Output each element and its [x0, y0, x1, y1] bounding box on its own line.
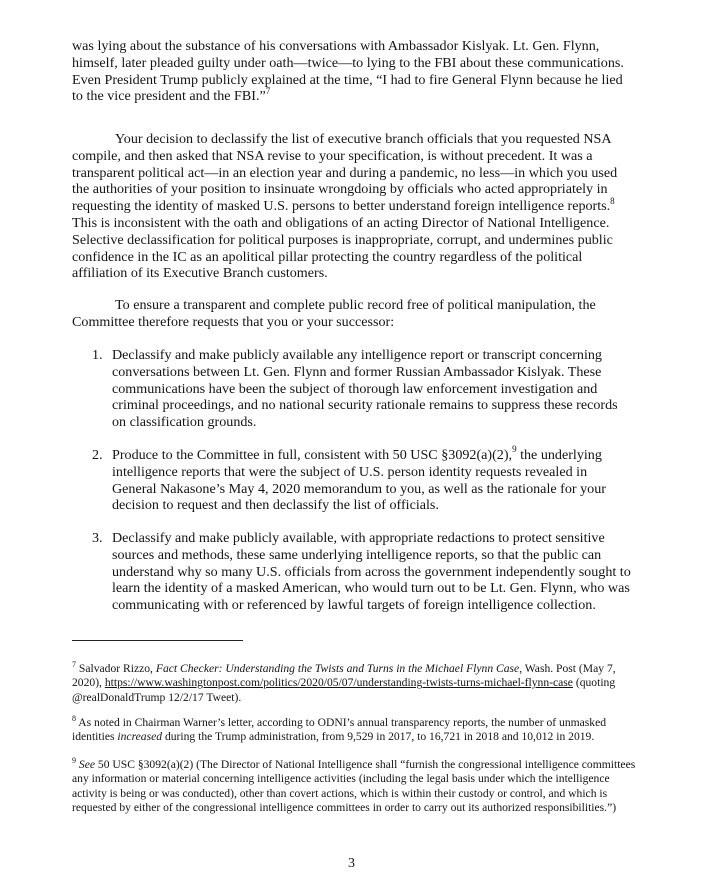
footnote-marker: 7 — [72, 660, 76, 670]
footnote-reference: 8 — [610, 195, 615, 206]
footnote-separator — [72, 640, 243, 641]
footnote-url-link[interactable]: https://www.washingtonpost.com/politics/2020/05/07/understanding-twists-turns-michael-flynn-case — [104, 676, 573, 690]
paragraph-flynn-lying — [72, 38, 634, 105]
request-number: 3. — [92, 530, 103, 546]
footnote-emphasis: increased — [117, 730, 163, 744]
footnote-text: As noted in Chairman Warner’s letter, according to ODNI’s annual transparency reports, the number of unmasked identities — [72, 716, 607, 744]
footnote-publication: , Wash. Post (May 7, 2020), — [72, 662, 616, 690]
paragraph-committee-requests — [72, 297, 634, 331]
request-text-continued: the underlying intelligence reports that were the subject of U.S. person identity requests revealed in General Nakasone’s May 4, 2020 memorandum to you, as well as the rationale for your decision to request and then declassify the list of officials. — [112, 447, 606, 514]
request-text: Declassify and make publicly available any intelligence report or transcript concerning conversations between Lt. Gen. Flynn and former Russian Ambassador Kislyak. These communications have been the subject of thorough law enforcement investigation and criminal proceedings, and no national security rationale remains to suppress these records on classification grounds. — [112, 347, 618, 431]
request-list — [92, 530, 635, 614]
footnote-reference: 7 — [265, 85, 271, 96]
paragraph-text-continued: This is inconsistent with the oath and obligations of an acting Director of National Intelligence. Selective declassification for political purposes is inappropriate, corrupt, and undermines public confidence in the IC as an apolitical pillar protecting the country regardless of the political affiliation of its Executive Branch customers. — [72, 214, 613, 282]
paragraph-text: Your decision to declassify the list of executive branch officials that you requested NSA compile, and then asked that NSA revise to your specification, is without precedent. It was a transparent political act—in an election year and during a pandemic, no less—in which you used the authorities of your position to insinuate wrongdoing by officials who acted appropriately in requesting the identity of masked U.S. persons to better understand foreign intelligence reports. — [72, 131, 618, 215]
page-number: 3 — [348, 856, 355, 871]
request-item — [92, 444, 635, 514]
paragraph-declassification-decision — [72, 131, 634, 282]
request-text: Declassify and make publicly available, with appropriate redactions to protect sensitive sources and methods, these same underlying intelligence reports, so that the public can understand why so many U.S. officials from across the government independently sought to learn the identity of a masked American, who would turn out to be Lt. Gen. Flynn, who was communicating with or referenced by lawful targets of foreign intelligence collection. — [112, 530, 631, 614]
request-item — [92, 530, 635, 614]
footnote-signal: See — [78, 758, 95, 771]
footnote-8 — [72, 716, 636, 745]
footnote-7 — [72, 662, 636, 705]
request-text: Produce to the Committee in full, consistent with 50 USC §3092(a)(2), — [112, 447, 513, 463]
footnote-reference: 9 — [512, 444, 517, 455]
request-list — [92, 347, 635, 431]
request-number: 1. — [92, 347, 103, 363]
request-list — [92, 444, 635, 514]
footnote-title: Fact Checker: Understanding the Twists and Turns in the Michael Flynn Case — [155, 662, 520, 675]
request-item — [92, 347, 635, 431]
paragraph-text: To ensure a transparent and complete public record free of political manipulation, the Committee therefore requests that you or your successor: — [72, 297, 596, 330]
footnote-9 — [72, 758, 636, 815]
paragraph-text: was lying about the substance of his conversations with Ambassador Kislyak. Lt. Gen. Flynn, himself, later pleaded guilty under oath—twice—to lying to the FBI about these communications. Even President Trump publicly explained at the time, “I had to fire General Flynn because he lied to the vice president and the FBI.” — [72, 38, 624, 105]
footnote-marker: 8 — [72, 714, 76, 724]
footnote-text: 50 USC §3092(a)(2) (The Director of National Intelligence shall “furnish the congressional intelligence committees any information or material concerning intelligence activities (including the legal basis under which the intelligence activity is being or was conducted), other than covert actions, which is within their custody or control, and which is requested by either of the congressional intelligence committees in order to carry out its authorized responsibilities.”) — [72, 758, 636, 814]
footnote-marker: 9 — [72, 756, 76, 766]
footnote-author: Salvador Rizzo, — [78, 662, 156, 675]
footnote-text-continued: during the Trump administration, from 9,529 in 2017, to 16,721 in 2018 and 10,012 in 2019. — [162, 730, 595, 744]
footnote-tail: (quoting @realDonaldTrump 12/2/17 Tweet). — [72, 676, 616, 704]
request-number: 2. — [92, 447, 103, 463]
